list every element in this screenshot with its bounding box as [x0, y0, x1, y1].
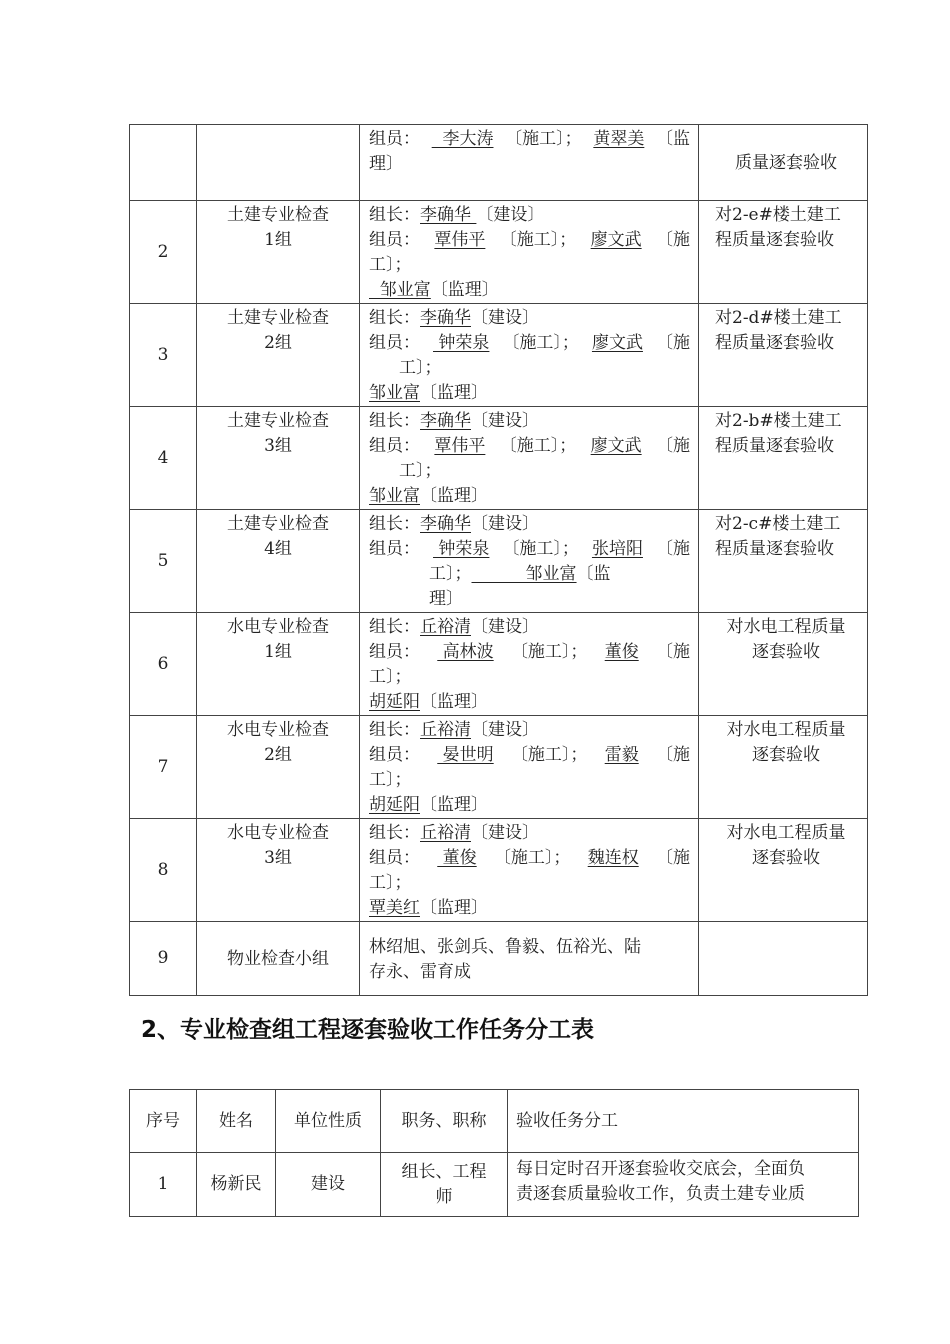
member-name: 廖文武 — [590, 230, 642, 250]
row-position-cell — [381, 1153, 508, 1217]
group-name-cell — [197, 716, 360, 819]
member-line — [369, 409, 690, 434]
member-name: 廖文武 — [590, 436, 642, 456]
member-name: 李确华 — [420, 411, 471, 431]
group-name-line: 水电专业检查 — [227, 823, 329, 843]
group-name-line: 土建专业检查 — [227, 205, 329, 225]
member-line — [369, 587, 690, 612]
members-cell — [360, 510, 699, 613]
row-number-cell: 8 — [130, 819, 197, 922]
header-row — [130, 1090, 859, 1153]
members-cell — [360, 819, 699, 922]
member-text: 〔施工〕； — [499, 230, 577, 250]
member-line — [369, 665, 690, 690]
member-name: 廖文武 — [591, 333, 643, 353]
member-line — [369, 228, 690, 253]
member-name: 李大涛 — [431, 129, 494, 149]
task-line: 程质量逐套验收 — [715, 333, 834, 353]
task-line: 程质量逐套验收 — [715, 539, 834, 559]
member-text: 〔施 — [655, 333, 690, 353]
member-line — [369, 253, 690, 278]
member-text: 组员： — [369, 436, 420, 456]
group-name-line: 水电专业检查 — [227, 617, 329, 637]
row-number-cell: 4 — [130, 407, 197, 510]
group-name-cell — [197, 407, 360, 510]
task-cell — [699, 922, 868, 996]
member-text: 组长： — [369, 617, 420, 637]
table-row — [130, 125, 868, 201]
member-text: 组员： — [369, 745, 420, 765]
member-text: 〔施工〕； — [505, 129, 582, 149]
group-name-cell — [197, 613, 360, 716]
row-number-cell: 5 — [130, 510, 197, 613]
group-name-line: 土建专业检查 — [227, 514, 329, 534]
group-name-line: 2组 — [264, 745, 292, 765]
members-cell — [360, 613, 699, 716]
row-duty-cell — [508, 1153, 859, 1217]
member-name: 覃美红 — [369, 898, 420, 918]
member-text: 理〕 — [369, 154, 403, 174]
member-line — [369, 821, 690, 846]
member-line — [369, 615, 690, 640]
member-text: 〔施工〕； — [502, 539, 579, 559]
member-text: 工〕； — [429, 564, 472, 584]
task-cell — [699, 125, 868, 201]
member-line — [369, 459, 690, 484]
member-line — [369, 896, 690, 921]
member-text: 工〕； — [399, 461, 442, 481]
member-name: 邹业富 — [471, 564, 577, 584]
row-index-cell: 1 — [130, 1153, 197, 1217]
member-line — [369, 484, 690, 509]
row-number-cell — [130, 125, 197, 201]
member-line — [369, 793, 690, 818]
member-line — [369, 640, 690, 665]
member-name: 李确华 — [420, 205, 477, 225]
member-name: 覃伟平 — [434, 436, 486, 456]
member-text: 组长： — [369, 823, 420, 843]
header-cell-name: 姓名 — [197, 1090, 276, 1153]
task-line: 对2-d#楼土建工 — [715, 308, 842, 328]
task-cell — [699, 201, 868, 304]
member-line — [369, 846, 690, 871]
task-cell — [699, 716, 868, 819]
member-text: 理〕 — [429, 589, 463, 609]
member-name: 晏世明 — [437, 745, 494, 765]
group-name-line: 土建专业检查 — [227, 411, 329, 431]
member-text: 组员： — [369, 230, 420, 250]
task-line: 对水电工程质量 — [726, 720, 846, 740]
member-text: 〔监理〕 — [430, 280, 499, 300]
member-line — [369, 434, 690, 459]
acceptance-group-table-body — [130, 125, 868, 996]
row-unit-cell: 建设 — [276, 1153, 381, 1217]
member-line — [369, 871, 690, 896]
task-line: 程质量逐套验收 — [715, 230, 834, 250]
member-name: 胡延阳 — [369, 795, 420, 815]
member-line — [369, 356, 690, 381]
member-text: 〔监理〕 — [420, 383, 488, 403]
member-name: 董俊 — [604, 642, 639, 662]
member-line — [369, 690, 690, 715]
member-text: 组员： — [369, 642, 420, 662]
member-text: 〔监理〕 — [420, 692, 488, 712]
table-row — [130, 819, 868, 922]
table-row — [130, 613, 868, 716]
task-cell — [699, 819, 868, 922]
members-cell — [360, 716, 699, 819]
member-text: 〔施 — [655, 745, 690, 765]
group-name-line: 4组 — [264, 539, 292, 559]
member-line — [369, 203, 690, 228]
member-text: 〔建设〕 — [471, 308, 539, 328]
group-name-cell — [197, 510, 360, 613]
task-line: 对水电工程质量 — [726, 617, 846, 637]
row-number-cell: 7 — [130, 716, 197, 819]
member-name: 李确华 — [420, 514, 471, 534]
member-line — [369, 152, 690, 177]
task-line: 质量逐套验收 — [735, 153, 837, 173]
table-row — [130, 1153, 859, 1217]
member-name: 雷毅 — [604, 745, 639, 765]
member-text: 工〕； — [369, 873, 412, 893]
member-text: 〔监 — [576, 564, 611, 584]
member-line — [369, 718, 690, 743]
member-line — [369, 960, 690, 985]
group-name-cell — [197, 201, 360, 304]
member-name: 邹业富 — [369, 486, 420, 506]
group-name-line: 1组 — [264, 642, 292, 662]
task-line: 逐套验收 — [752, 642, 820, 662]
members-cell — [360, 201, 699, 304]
member-text: 工〕； — [399, 358, 442, 378]
member-text: 〔建设〕 — [471, 720, 539, 740]
acceptance-group-table — [129, 124, 868, 996]
position-line: 师 — [435, 1186, 453, 1207]
member-text: 〔建设〕 — [471, 823, 539, 843]
member-name: 丘裕清 — [420, 720, 471, 740]
member-name: 黄翠美 — [593, 129, 645, 149]
row-name-cell: 杨新民 — [197, 1153, 276, 1217]
member-line — [369, 537, 690, 562]
member-text: 工〕； — [369, 255, 412, 275]
member-text: 工〕； — [369, 770, 412, 790]
table-row — [130, 304, 868, 407]
table-row — [130, 510, 868, 613]
task-cell — [699, 304, 868, 407]
member-text: 〔施 — [656, 436, 690, 456]
table-row — [130, 716, 868, 819]
member-line — [369, 306, 690, 331]
member-name: 邹业富 — [369, 383, 420, 403]
group-name-line: 物业检查小组 — [227, 949, 329, 969]
group-name-cell — [197, 304, 360, 407]
member-text: 〔建设〕 — [476, 205, 545, 225]
member-text: 〔建设〕 — [471, 514, 539, 534]
member-text: 〔建设〕 — [471, 617, 539, 637]
member-line — [369, 127, 690, 152]
member-text: 组员： — [369, 333, 420, 353]
member-text: 〔施 — [655, 642, 690, 662]
member-text: 组长： — [369, 308, 420, 328]
member-text: 〔建设〕 — [471, 411, 539, 431]
table-row — [130, 201, 868, 304]
member-text: 组员： — [369, 848, 420, 868]
member-text: 工〕； — [369, 667, 412, 687]
member-line — [369, 768, 690, 793]
member-text: 〔施工〕； — [493, 848, 571, 868]
members-cell — [360, 304, 699, 407]
member-text: 〔施 — [655, 848, 690, 868]
duty-line: 每日定时召开逐套验收交底会，全面负 — [516, 1159, 805, 1179]
member-name: 张培阳 — [591, 539, 643, 559]
member-text: 组长： — [369, 411, 420, 431]
row-number-cell: 3 — [130, 304, 197, 407]
task-line: 程质量逐套验收 — [715, 436, 834, 456]
task-line: 逐套验收 — [752, 745, 820, 765]
group-name-line: 2组 — [264, 333, 292, 353]
table-row — [130, 407, 868, 510]
member-line — [369, 743, 690, 768]
section-2-title: 2、专业检查组工程逐套验收工作任务分工表 — [141, 1017, 595, 1043]
member-line — [369, 935, 690, 960]
member-line — [369, 278, 690, 303]
group-name-cell — [197, 125, 360, 201]
member-text: 〔监 — [656, 129, 690, 149]
task-line: 对2-c#楼土建工 — [715, 514, 841, 534]
row-number-cell: 2 — [130, 201, 197, 304]
member-name: 胡延阳 — [369, 692, 420, 712]
member-text: 组员： — [369, 539, 420, 559]
member-text: 〔施工〕； — [499, 436, 577, 456]
header-cell-duty: 验收任务分工 — [508, 1090, 859, 1153]
member-name: 钟荣泉 — [433, 333, 490, 353]
group-name-cell — [197, 922, 360, 996]
header-cell-index: 序号 — [130, 1090, 197, 1153]
member-text: 〔监理〕 — [420, 898, 488, 918]
members-cell — [360, 407, 699, 510]
duty-line: 责逐套质量验收工作，负责土建专业质 — [516, 1184, 805, 1204]
task-line: 对2-b#楼土建工 — [715, 411, 842, 431]
member-name: 丘裕清 — [420, 617, 471, 637]
member-text: 组长： — [369, 514, 420, 534]
member-name: 丘裕清 — [420, 823, 471, 843]
row-number-cell: 9 — [130, 922, 197, 996]
row-number-cell: 6 — [130, 613, 197, 716]
member-text: 〔施工〕； — [510, 745, 588, 765]
members-cell — [360, 922, 699, 996]
member-text: 〔监理〕 — [420, 486, 488, 506]
member-text: 〔施工〕； — [502, 333, 579, 353]
member-text: 组长： — [369, 720, 420, 740]
member-text: 〔施工〕； — [510, 642, 588, 662]
group-name-line: 水电专业检查 — [227, 720, 329, 740]
task-line: 对2-e#楼土建工 — [715, 205, 841, 225]
task-cell — [699, 613, 868, 716]
task-division-table — [129, 1089, 859, 1217]
member-text: 组长： — [369, 205, 420, 225]
group-name-line: 3组 — [264, 848, 292, 868]
member-name: 钟荣泉 — [433, 539, 490, 559]
member-name: 李确华 — [420, 308, 471, 328]
member-text: 〔施 — [656, 230, 690, 250]
member-text: 〔监理〕 — [420, 795, 488, 815]
member-line — [369, 512, 690, 537]
member-line — [369, 331, 690, 356]
member-name: 董俊 — [437, 848, 477, 868]
member-text: 林绍旭、张剑兵、鲁毅、伍裕光、陆 — [369, 936, 641, 957]
member-name: 魏连权 — [587, 848, 639, 868]
member-name: 覃伟平 — [434, 230, 486, 250]
task-cell — [699, 510, 868, 613]
member-text: 存永、雷育成 — [369, 961, 471, 982]
members-cell — [360, 125, 699, 201]
member-name: 邹业富 — [369, 280, 431, 300]
group-name-line: 1组 — [264, 230, 292, 250]
header-cell-position: 职务、职称 — [381, 1090, 508, 1153]
task-line: 对水电工程质量 — [726, 823, 846, 843]
table-row — [130, 922, 868, 996]
member-text: 组员： — [369, 129, 420, 149]
task-line: 逐套验收 — [752, 848, 820, 868]
header-cell-unit: 单位性质 — [276, 1090, 381, 1153]
group-name-line: 土建专业检查 — [227, 308, 329, 328]
task-cell — [699, 407, 868, 510]
group-name-line: 3组 — [264, 436, 292, 456]
group-name-cell — [197, 819, 360, 922]
member-name: 高林波 — [437, 642, 494, 662]
position-line: 组长、工程 — [401, 1161, 487, 1182]
member-line — [369, 562, 690, 587]
member-text: 〔施 — [655, 539, 690, 559]
member-line — [369, 381, 690, 406]
